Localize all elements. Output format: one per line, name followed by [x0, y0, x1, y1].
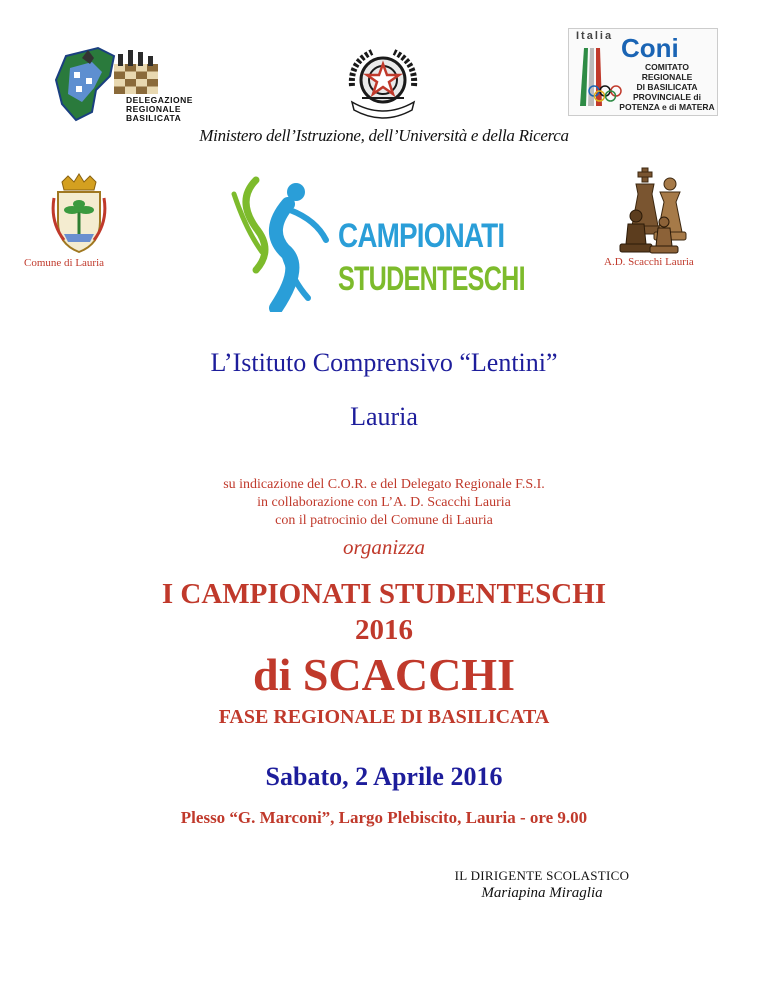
italian-republic-emblem — [342, 42, 424, 124]
istituto-name: L’Istituto Comprensivo “Lentini” — [210, 348, 558, 377]
info-line: con il patrocinio del Comune di Lauria — [275, 513, 493, 528]
campionati-logo-line2: STUDENTESCHI — [338, 260, 525, 298]
event-title-line3: di SCACCHI — [252, 649, 515, 700]
signature-name: Mariapina Miraglia — [481, 885, 603, 901]
campionati-figure-icon — [226, 170, 346, 312]
event-title-line1: I CAMPIONATI STUDENTESCHI — [161, 578, 607, 610]
campionati-logo-line1: CAMPIONATI — [338, 217, 505, 255]
coni-country: Italia — [576, 30, 614, 42]
event-phase: FASE REGIONALE DI BASILICATA — [218, 706, 550, 728]
comune-crest-icon — [50, 172, 108, 254]
event-date: Sabato, 2 Aprile 2016 — [265, 762, 503, 791]
coni-subtitle: COMITATO REGIONALE DI BASILICATA PROVINCIALE di POTENZA e di MATERA — [619, 62, 715, 112]
event-year: 2016 — [355, 614, 413, 646]
info-line: su indicazione del C.O.R. e del Delegato Regionale F.S.I. — [223, 477, 545, 492]
info-line: in collaborazione con L’A. D. Scacchi Lauria — [257, 495, 511, 510]
organizza-label: organizza — [342, 535, 426, 559]
ministry-name: Ministero dell’Istruzione, dell’Università e della Ricerca — [199, 126, 569, 145]
comune-label: Comune di Lauria — [24, 257, 105, 269]
city-name: Lauria — [350, 402, 418, 431]
signature-title: IL DIRIGENTE SCOLASTICO — [454, 868, 630, 883]
coni-name: Coni — [621, 33, 679, 63]
scacchi-label: A.D. Scacchi Lauria — [604, 256, 694, 268]
fsi-logo-text: DELEGAZIONE REGIONALE BASILICATA — [126, 95, 193, 123]
olympic-rings-icon — [588, 84, 622, 104]
event-location: Plesso “G. Marconi”, Largo Plebiscito, Lauria - ore 9.00 — [180, 808, 588, 827]
chess-pieces-icon — [612, 164, 698, 256]
